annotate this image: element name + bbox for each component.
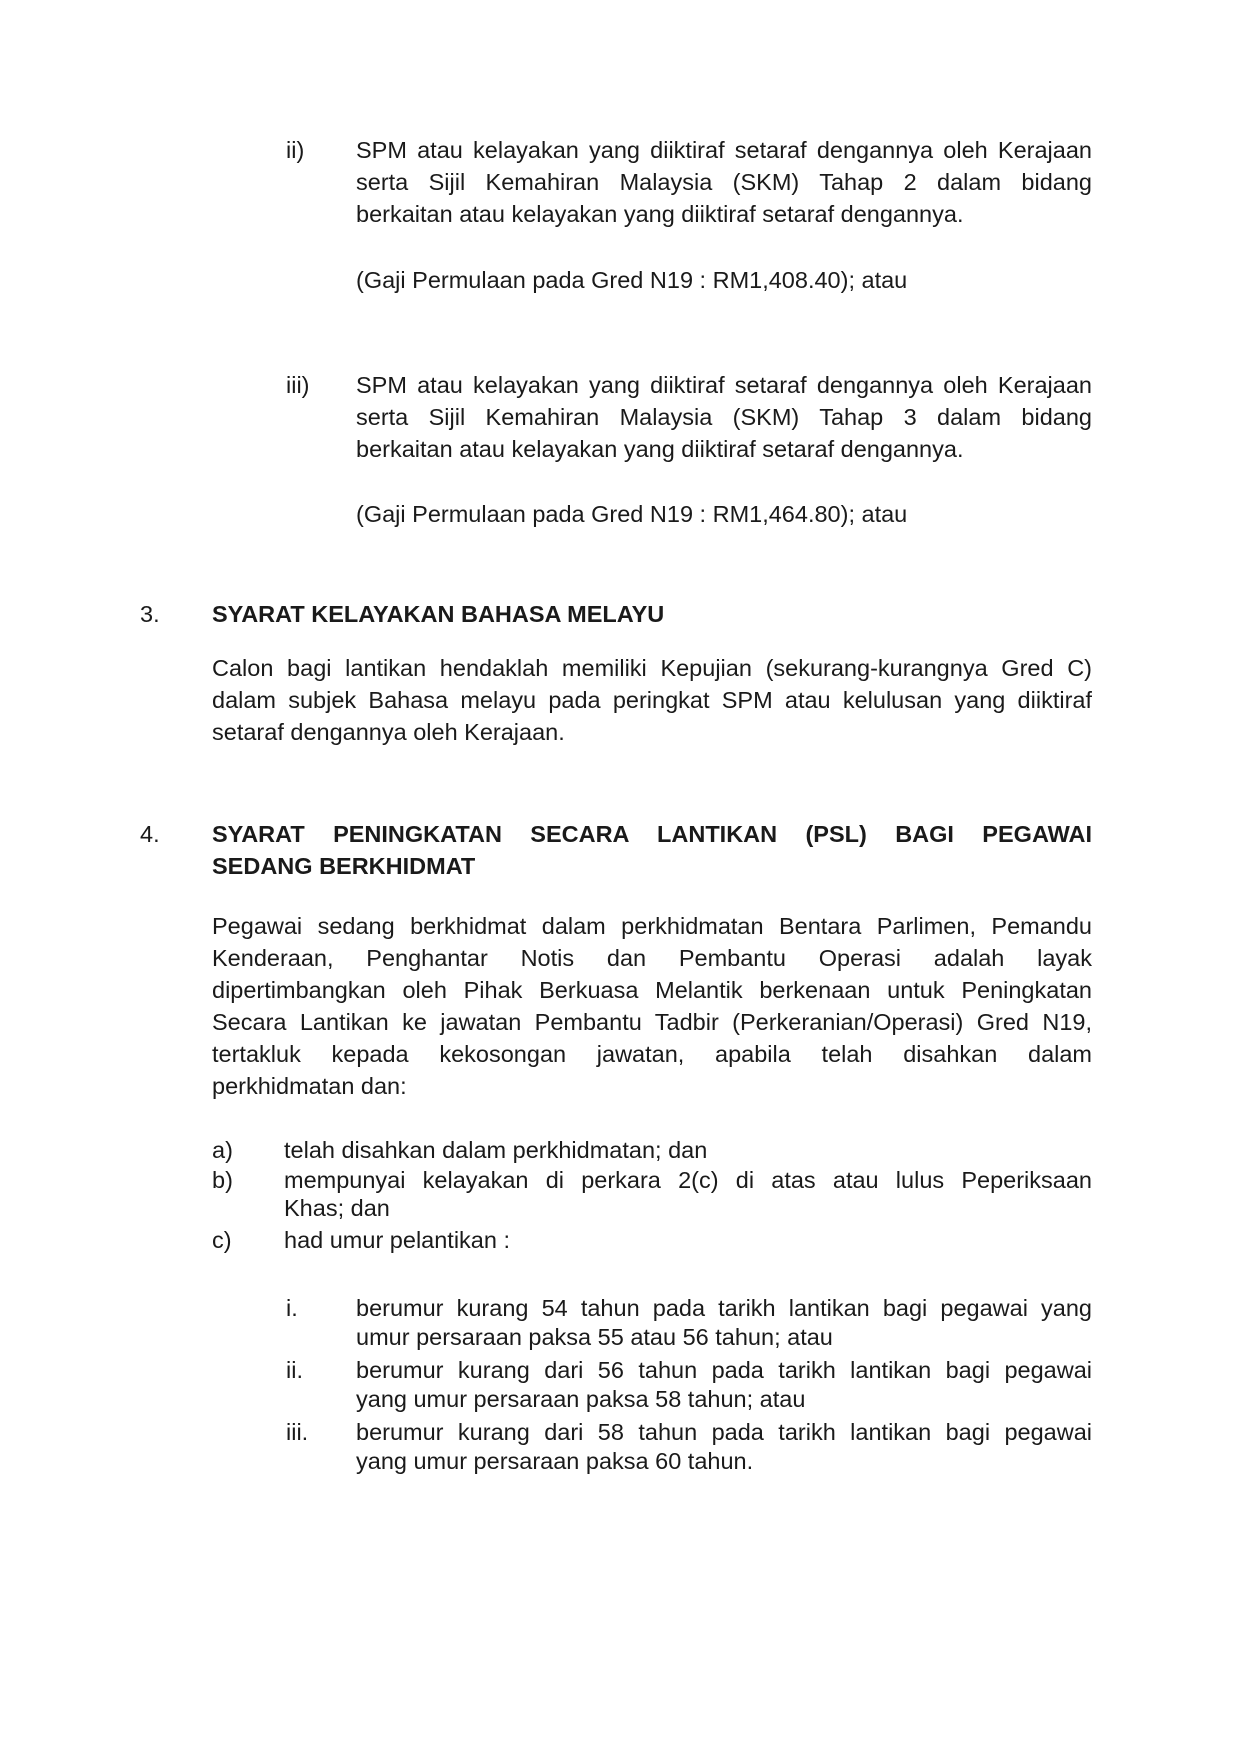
text-line: berumur kurang dari 58 tahun pada tarikh lantikan bagi pegawai — [356, 1419, 1092, 1445]
text-line: berkaitan atau kelayakan yang diiktiraf setaraf dengannya. — [356, 201, 964, 227]
text-line: SPM atau kelayakan yang diiktiraf setaraf dengannya oleh Kerajaan — [356, 137, 1092, 163]
text-line: Pegawai sedang berkhidmat dalam perkhidmatan Bentara Parlimen, Pemandu — [212, 913, 1092, 939]
item-ii-salary: (Gaji Permulaan pada Gred N19 : RM1,408.40); atau — [356, 267, 908, 293]
text-line: mempunyai kelayakan di perkara 2(c) di atas atau lulus Peperiksaan — [284, 1167, 1092, 1193]
section-3-number: 3. — [140, 601, 160, 627]
condition-c-text: had umur pelantikan : — [284, 1227, 511, 1253]
age-item-iii-marker: iii. — [286, 1419, 309, 1445]
item-iii-salary: (Gaji Permulaan pada Gred N19 : RM1,464.80); atau — [356, 501, 908, 527]
section-4-number: 4. — [140, 821, 160, 847]
text-line: yang umur persaraan paksa 58 tahun; atau — [356, 1386, 806, 1412]
item-iii-marker: iii) — [286, 372, 310, 398]
condition-a-marker: a) — [212, 1137, 233, 1163]
text-line: SPM atau kelayakan yang diiktiraf setaraf dengannya oleh Kerajaan — [356, 372, 1092, 398]
text-line: perkhidmatan dan: — [212, 1073, 407, 1099]
condition-b-text — [284, 1164, 1092, 1224]
heading-line: SEDANG BERKHIDMAT — [212, 853, 476, 879]
text-line: serta Sijil Kemahiran Malaysia (SKM) Tahap 2 dalam bidang — [356, 169, 1092, 195]
item-iii-text — [356, 369, 1092, 465]
text-line: Kenderaan, Penghantar Notis dan Pembantu Operasi adalah layak — [212, 945, 1092, 971]
item-ii-text — [356, 134, 1092, 230]
age-item-ii-text — [356, 1354, 1092, 1415]
age-item-i-text — [356, 1292, 1092, 1353]
text-line: Khas; dan — [284, 1195, 390, 1221]
text-line: yang umur persaraan paksa 60 tahun. — [356, 1448, 754, 1474]
text-line: Secara Lantikan ke jawatan Pembantu Tadbir (Perkeranian/Operasi) Gred N19, — [212, 1009, 1092, 1035]
text-line: tertakluk kepada kekosongan jawatan, apabila telah disahkan dalam — [212, 1041, 1092, 1067]
section-3-paragraph — [212, 652, 1092, 748]
heading-line: SYARAT PENINGKATAN SECARA LANTIKAN (PSL) BAGI PEGAWAI — [212, 821, 1092, 847]
condition-a-text: telah disahkan dalam perkhidmatan; dan — [284, 1137, 708, 1163]
text-line: berumur kurang dari 56 tahun pada tarikh lantikan bagi pegawai — [356, 1357, 1092, 1383]
condition-b-marker: b) — [212, 1167, 233, 1193]
section-4-heading — [212, 818, 1092, 882]
text-line: Calon bagi lantikan hendaklah memiliki Kepujian (sekurang-kurangnya Gred C) — [212, 655, 1092, 681]
item-ii-marker: ii) — [286, 137, 305, 163]
section-3-heading: SYARAT KELAYAKAN BAHASA MELAYU — [212, 601, 665, 627]
text-line: berkaitan atau kelayakan yang diiktiraf setaraf dengannya. — [356, 436, 964, 462]
text-line: dipertimbangkan oleh Pihak Berkuasa Melantik berkenaan untuk Peningkatan — [212, 977, 1092, 1003]
age-item-iii-text — [356, 1416, 1092, 1477]
age-item-ii-marker: ii. — [286, 1357, 303, 1383]
text-line: berumur kurang 54 tahun pada tarikh lantikan bagi pegawai yang — [356, 1295, 1092, 1321]
text-line: umur persaraan paksa 55 atau 56 tahun; atau — [356, 1324, 833, 1350]
text-line: setaraf dengannya oleh Kerajaan. — [212, 719, 565, 745]
section-4-paragraph — [212, 910, 1092, 1102]
text-line: serta Sijil Kemahiran Malaysia (SKM) Tahap 3 dalam bidang — [356, 404, 1092, 430]
age-item-i-marker: i. — [286, 1295, 298, 1321]
text-line: dalam subjek Bahasa melayu pada peringkat SPM atau kelulusan yang diiktiraf — [212, 687, 1092, 713]
condition-c-marker: c) — [212, 1227, 232, 1253]
